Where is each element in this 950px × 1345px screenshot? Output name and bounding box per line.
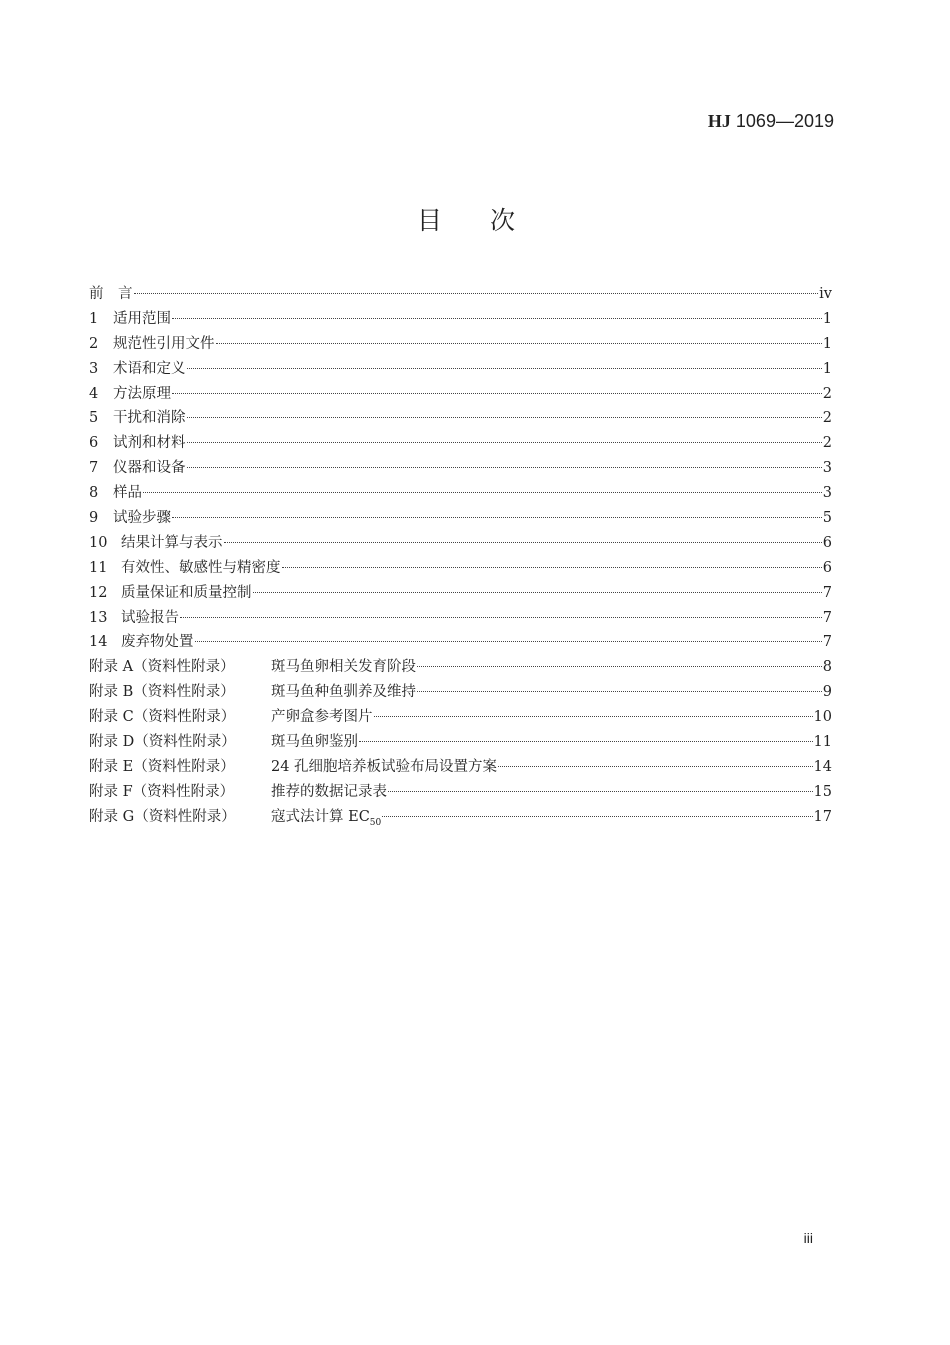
toc-entry-page: 14 [813, 758, 832, 775]
toc-leader-dots [187, 367, 822, 369]
toc-entry-foreword[interactable] [89, 282, 832, 307]
toc-appendix-title: 24 孔细胞培养板试验布局设置方案 [271, 758, 498, 775]
toc-appendix-entry[interactable] [89, 655, 832, 680]
toc-entry-number: 10 [89, 534, 108, 551]
toc-leader-dots [187, 416, 822, 418]
toc-entry-title: 试验报告 [121, 609, 179, 626]
toc-appendix-entry[interactable] [89, 805, 832, 830]
toc-leader-dots [417, 665, 822, 667]
toc-entry[interactable] [89, 481, 832, 506]
toc-appendix-entry[interactable] [89, 705, 832, 730]
toc-entry[interactable] [89, 531, 832, 556]
toc-entry-page: 6 [822, 534, 832, 551]
toc-entry[interactable] [89, 630, 832, 655]
toc-entry-page: 17 [813, 808, 832, 825]
table-of-contents [89, 282, 832, 830]
toc-leader-dots [180, 616, 822, 618]
toc-appendix-entry[interactable] [89, 680, 832, 705]
toc-leader-dots [172, 317, 822, 319]
toc-entry-title: 质量保证和质量控制 [121, 584, 252, 601]
toc-entry-title: 有效性、敏感性与精密度 [121, 559, 281, 576]
toc-leader-dots [417, 690, 822, 692]
toc-entry[interactable] [89, 357, 832, 382]
toc-leader-dots [172, 516, 822, 518]
toc-leader-dots [187, 441, 822, 443]
toc-entry[interactable] [89, 506, 832, 531]
toc-entry-title: 规范性引用文件 [113, 335, 215, 352]
toc-entry-number: 8 [89, 485, 99, 502]
toc-leader-dots [388, 790, 813, 792]
toc-entry-page: iv [819, 286, 832, 302]
toc-entry-title: 样品 [113, 485, 142, 502]
toc-leader-dots [172, 392, 822, 394]
toc-entry-title: 仪器和设备 [113, 460, 186, 477]
toc-entry-title: 结果计算与表示 [121, 534, 223, 551]
toc-leader-dots [253, 591, 822, 593]
toc-appendix-title: 斑马鱼卵鉴别 [271, 734, 358, 751]
toc-entry[interactable] [89, 431, 832, 456]
toc-entry-number: 1 [89, 310, 99, 327]
toc-entry-title: 术语和定义 [113, 360, 186, 377]
toc-entry-page: 11 [813, 734, 832, 751]
toc-entry-title: 前 言 [89, 286, 133, 302]
toc-entry[interactable] [89, 606, 832, 631]
toc-appendix-title: 斑马鱼种鱼驯养及维持 [271, 684, 416, 701]
toc-appendix-label: 附录 B（资料性附录） [89, 684, 235, 701]
toc-leader-dots [359, 740, 813, 742]
toc-leader-dots [195, 640, 822, 642]
toc-appendix-title: 斑马鱼卵相关发育阶段 [271, 659, 416, 676]
toc-entry-title: 方法原理 [113, 385, 171, 402]
toc-leader-dots [187, 466, 822, 468]
toc-entry-page: 2 [822, 410, 832, 427]
toc-leader-dots [134, 292, 819, 294]
toc-appendix-label: 附录 G（资料性附录） [89, 808, 236, 825]
toc-appendix-entry[interactable] [89, 755, 832, 780]
toc-entry[interactable] [89, 382, 832, 407]
toc-entry-page: 5 [822, 510, 832, 527]
toc-entry-page: 7 [822, 634, 832, 651]
toc-entry-number: 13 [89, 609, 108, 626]
toc-entry-number: 12 [89, 584, 108, 601]
toc-entry-page: 15 [813, 783, 832, 800]
toc-appendix-label: 附录 D（资料性附录） [89, 734, 236, 751]
subscript-50: 50 [369, 817, 382, 828]
standard-prefix: HJ [707, 111, 731, 131]
toc-leader-dots [374, 715, 813, 717]
toc-entry-number: 11 [89, 559, 108, 576]
toc-appendix-entry[interactable] [89, 780, 832, 805]
toc-entry-title: 试剂和材料 [113, 435, 186, 452]
toc-entry[interactable] [89, 581, 832, 606]
toc-entry-page: 8 [822, 659, 832, 676]
toc-entry-page: 1 [822, 310, 832, 327]
toc-entry-page: 2 [822, 385, 832, 402]
toc-appendix-title [271, 805, 381, 836]
toc-appendix-label: 附录 E（资料性附录） [89, 758, 235, 775]
toc-entry-page: 7 [822, 609, 832, 626]
toc-entry-page: 3 [822, 460, 832, 477]
toc-entry-page: 7 [822, 584, 832, 601]
toc-entry-page: 3 [822, 485, 832, 502]
toc-entry[interactable] [89, 556, 832, 581]
toc-entry-page: 1 [822, 335, 832, 352]
toc-leader-dots [498, 765, 812, 767]
toc-entry[interactable] [89, 307, 832, 332]
toc-entry-number: 7 [89, 460, 99, 477]
toc-entry[interactable] [89, 406, 832, 431]
toc-entry-page: 1 [822, 360, 832, 377]
toc-entry-number: 9 [89, 510, 99, 527]
toc-appendix-entry[interactable] [89, 730, 832, 755]
toc-appendix-label: 附录 C（资料性附录） [89, 709, 236, 726]
toc-entry-number: 6 [89, 435, 99, 452]
toc-entry-page: 10 [813, 709, 832, 726]
toc-leader-dots [282, 566, 822, 568]
toc-entry-page: 9 [822, 684, 832, 701]
toc-appendix-title: 产卵盒参考图片 [271, 709, 373, 726]
toc-entry-title: 试验步骤 [113, 510, 171, 527]
toc-appendix-label: 附录 F（资料性附录） [89, 783, 235, 800]
toc-leader-dots [382, 815, 812, 817]
toc-entry-title: 适用范围 [113, 310, 171, 327]
toc-entry-number: 14 [89, 634, 108, 651]
toc-appendix-title-text: 寇式法计算 EC [271, 808, 370, 825]
standard-number [708, 111, 834, 132]
toc-entry-page: 2 [822, 435, 832, 452]
toc-entry-number: 2 [89, 335, 99, 352]
toc-appendix-label: 附录 A（资料性附录） [89, 659, 235, 676]
toc-entry-title: 废弃物处置 [121, 634, 194, 651]
toc-entry-title: 干扰和消除 [113, 410, 186, 427]
toc-entry-page: 6 [822, 559, 832, 576]
page-number: iii [803, 1230, 813, 1246]
toc-entry-number: 5 [89, 410, 99, 427]
toc-entry-number: 4 [89, 385, 99, 402]
toc-entry[interactable] [89, 456, 832, 481]
toc-leader-dots [143, 491, 822, 493]
page-title: 目次 [416, 206, 563, 235]
toc-leader-dots [216, 342, 822, 344]
toc-appendix-title: 推荐的数据记录表 [271, 783, 387, 800]
toc-entry[interactable] [89, 332, 832, 357]
toc-entry-number: 3 [89, 360, 99, 377]
toc-leader-dots [224, 541, 822, 543]
standard-code: 1069—2019 [730, 111, 834, 131]
